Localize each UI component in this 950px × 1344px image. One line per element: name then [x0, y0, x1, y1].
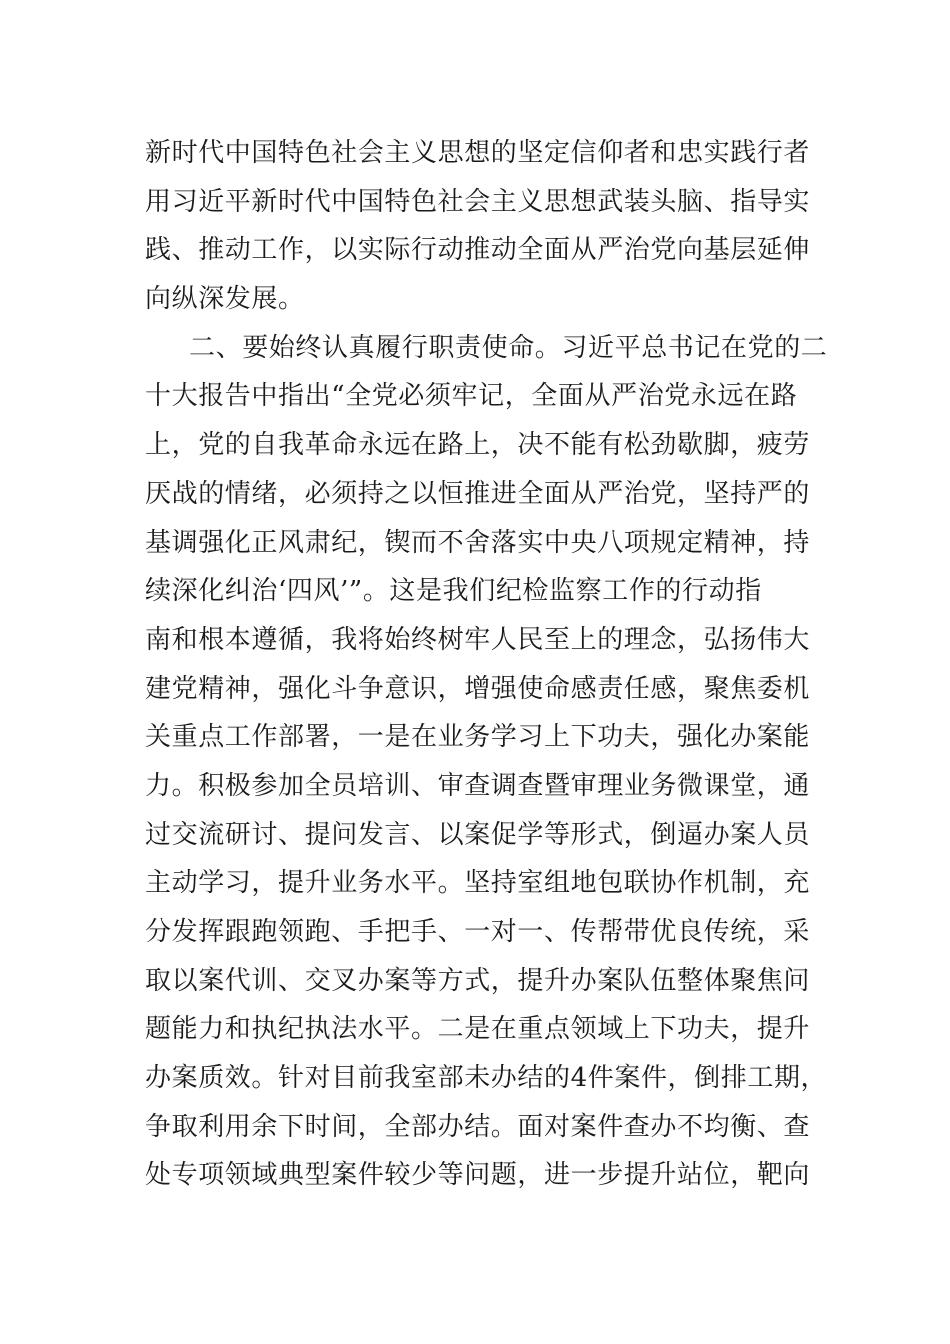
- text-line: 关重点工作部署，一是在业务学习上下功夫，强化办案能: [145, 722, 811, 753]
- text-line: 主动学习，提升业务水平。坚持室组地包联协作机制，充: [145, 868, 811, 899]
- text-line: 力。积极参加全员培训、审查调查暨审理业务微课堂，通: [145, 770, 811, 801]
- text-line: 办案质效。针对目前我室部未办结的4件案件，倒排工期，: [145, 1063, 828, 1094]
- body-text: [145, 129, 835, 1200]
- text-line: 争取利用余下时间，全部办结。面对案件查办不均衡、查: [145, 1111, 811, 1142]
- text-line: 题能力和执纪执法水平。二是在重点领域上下功夫，提升: [145, 1014, 811, 1045]
- text-line: 建党精神，强化斗争意识，增强使命感责任感，聚焦委机: [145, 673, 811, 704]
- text-line: 分发挥跟跑领跑、手把手、一对一、传帮带优良传统，采: [145, 917, 811, 947]
- text-line: 践、推动工作，以实际行动推动全面从严治党向基层延伸: [145, 235, 811, 266]
- text-line: 过交流研讨、提问发言、以案促学等形式，倒逼办案人员: [145, 819, 811, 850]
- text-line: 续深化纠治‘四风’”。这是我们纪检监察工作的行动指: [145, 576, 762, 607]
- text-line: 处专项领域典型案件较少等问题，进一步提升站位，靶向: [145, 1160, 811, 1191]
- text-line: 向纵深发展。: [145, 284, 305, 315]
- text-line: 基调强化正风肃纪，锲而不舍落实中央八项规定精神，持: [145, 527, 811, 558]
- text-line: 厌战的情绪，必须持之以恒推进全面从严治党，坚持严的: [145, 478, 811, 509]
- text-line: 取以案代训、交叉办案等方式，提升办案队伍整体聚焦问: [145, 965, 811, 996]
- text-line: 南和根本遵循，我将始终树牢人民至上的理念，弘扬伟大: [145, 624, 811, 655]
- section-heading-line: 二、要始终认真履行职责使命。习近平总书记在党的二: [189, 332, 828, 363]
- text-line: 用习近平新时代中国特色社会主义思想武装头脑、指导实: [145, 186, 811, 217]
- text-line: 上，党的自我革命永远在路上，决不能有松劲歇脚，疲劳: [145, 430, 811, 461]
- text-line: 新时代中国特色社会主义思想的坚定信仰者和忠实践行者: [145, 138, 811, 168]
- text-line: 十大报告中指出“全党必须牢记，全面从严治党永远在路: [145, 381, 798, 412]
